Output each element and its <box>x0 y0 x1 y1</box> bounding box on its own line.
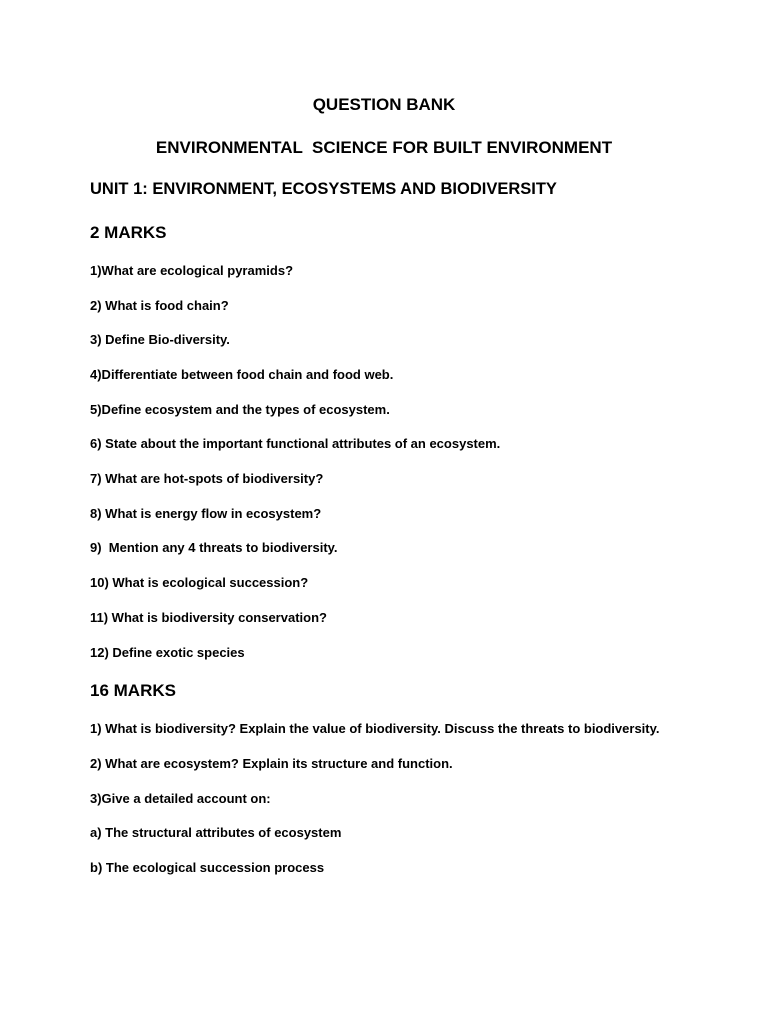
sixteen-marks-question: 3)Give a detailed account on: <box>90 791 271 806</box>
two-marks-question: 10) What is ecological succession? <box>90 575 309 590</box>
unit-heading: UNIT 1: ENVIRONMENT, ECOSYSTEMS AND BIODIVERSITY <box>90 180 557 198</box>
sixteen-marks-question: 1) What is biodiversity? Explain the value of biodiversity. Discuss the threats to biodiversity. <box>90 721 660 736</box>
two-marks-question: 11) What is biodiversity conservation? <box>90 610 327 625</box>
two-marks-question: 9) Mention any 4 threats to biodiversity. <box>90 540 338 555</box>
two-marks-question: 3) Define Bio-diversity. <box>90 332 230 347</box>
two-marks-heading: 2 MARKS <box>90 223 167 242</box>
two-marks-question: 5)Define ecosystem and the types of ecosystem. <box>90 402 390 417</box>
two-marks-question: 4)Differentiate between food chain and food web. <box>90 367 394 382</box>
course-title: ENVIRONMENTAL SCIENCE FOR BUILT ENVIRONMENT <box>155 138 613 157</box>
sixteen-marks-subquestion: b) The ecological succession process <box>90 860 325 875</box>
document-title: QUESTION BANK <box>312 95 456 114</box>
two-marks-question: 12) Define exotic species <box>90 645 245 660</box>
two-marks-question: 6) State about the important functional attributes of an ecosystem. <box>90 436 501 451</box>
sixteen-marks-heading: 16 MARKS <box>90 681 176 700</box>
sixteen-marks-question: 2) What are ecosystem? Explain its structure and function. <box>90 756 453 771</box>
two-marks-question: 2) What is food chain? <box>90 298 229 313</box>
two-marks-question: 8) What is energy flow in ecosystem? <box>90 506 322 521</box>
two-marks-question: 7) What are hot-spots of biodiversity? <box>90 471 324 486</box>
two-marks-question: 1)What are ecological pyramids? <box>90 263 294 278</box>
sixteen-marks-subquestion: a) The structural attributes of ecosystem <box>90 825 342 840</box>
